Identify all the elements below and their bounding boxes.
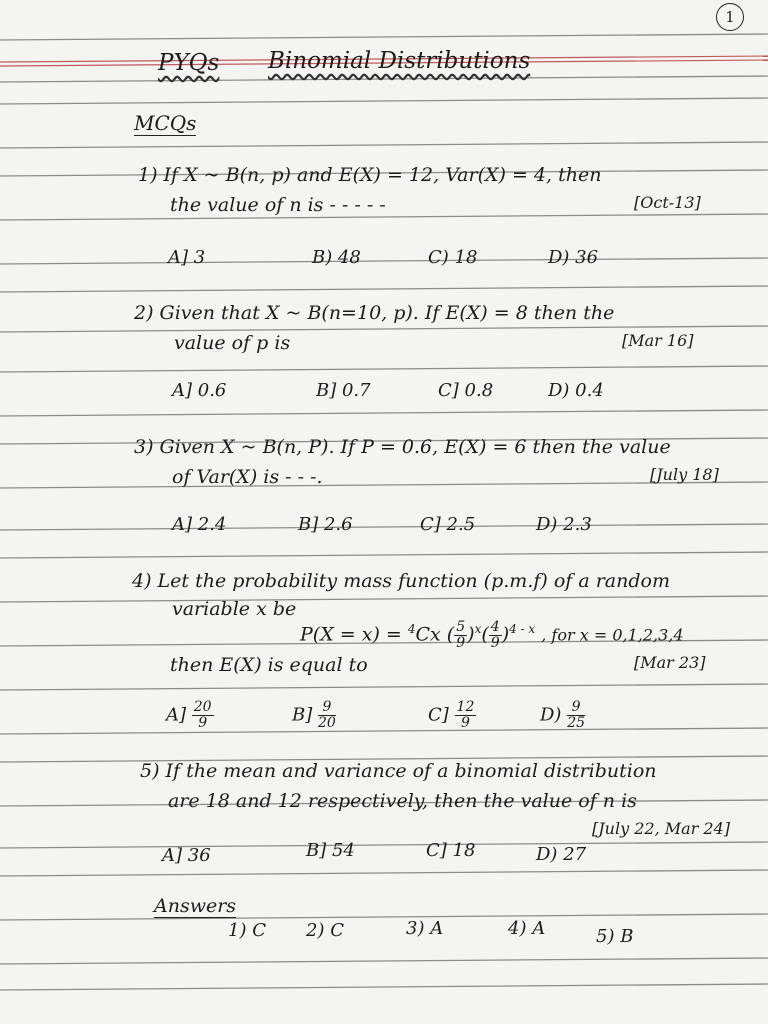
question-1-option-d: D) 36 [548,247,599,268]
question-3-option-b: B] 2.6 [298,514,353,535]
question-1-option-b: B) 48 [312,247,361,268]
page-title: Binomial Distributions [268,48,531,74]
question-1-reference: [Oct-13] [634,193,701,212]
question-5-line-2: are 18 and 12 respectively, then the value of n is [168,790,637,812]
question-4-option-b: B] $\frac{9}{20}$ [292,699,336,731]
question-3-option-d: D) 2.3 [536,514,592,535]
question-3-reference: [July 18] [650,465,719,484]
question-5-option-a: A] 36 [162,845,211,866]
question-3-option-a: A] 2.4 [172,514,227,535]
question-2-line-1: 2) Given that X ~ B(n=10, p). If E(X) = 8 then the [134,302,615,324]
question-2-option-d: D) 0.4 [548,380,604,401]
question-3-line-1: 3) Given X ~ B(n, P). If P = 0.6, E(X) = 6 then the value [134,436,671,458]
question-2-option-b: B] 0.7 [316,380,371,401]
question-4-line-1: 4) Let the probability mass function (p.m.f) of a random [132,570,670,592]
question-1-option-a: A] 3 [168,247,206,268]
answer-1: 1) C [228,920,266,941]
question-4-line-4: then E(X) is equal to [170,654,368,676]
question-1-line-2: the value of n is - - - - - [170,194,386,216]
question-5-option-d: D) 27 [536,844,587,865]
header-prefix: PYQs [158,50,220,76]
answers-heading: Answers [154,895,237,917]
pmf-fraction-2: $\frac{4}{9}$ [490,618,500,651]
question-2-line-2: value of p is [174,332,291,354]
section-label: MCQs [134,111,197,135]
question-5-reference: [July 22, Mar 24] [592,819,730,838]
page-number: 1 [716,3,744,31]
pmf-fraction-1: $\frac{5}{9}$ [456,618,466,651]
question-5-line-1: 5) If the mean and variance of a binomial distribution [140,760,657,782]
question-1-option-c: C) 18 [428,247,478,268]
answer-3: 3) A [406,918,444,939]
question-3-line-2: of Var(X) is - - -. [172,466,323,488]
question-2-option-c: C] 0.8 [438,380,494,401]
answer-5: 5) B [596,926,634,947]
question-2-option-a: A] 0.6 [172,380,227,401]
question-4-option-a: A] $\frac{20}{9}$ [166,699,212,731]
question-4-line-2: variable x be [172,598,297,620]
question-4-option-c: C] $\frac{12}{9}$ [428,699,475,731]
answer-4: 4) A [508,918,546,939]
question-1-line-1: 1) If X ~ B(n, p) and E(X) = 12, Var(X) = 4, then [138,164,602,186]
question-5-option-b: B] 54 [306,840,355,861]
question-3-option-c: C] 2.5 [420,514,476,535]
question-4-pmf: P(X = x) = $^4$Cx ( $\frac{5}{9}$ )$^x$( $\frac{4}{9}$ )$^{4 - x}$ , for x = 0,1,2,3,4 [300,618,684,651]
question-5-option-c: C] 18 [426,840,476,861]
question-4-reference: [Mar 23] [634,653,706,672]
question-4-option-d: D) $\frac{9}{25}$ [540,699,586,731]
answer-2: 2) C [306,920,344,941]
question-2-reference: [Mar 16] [622,331,694,350]
